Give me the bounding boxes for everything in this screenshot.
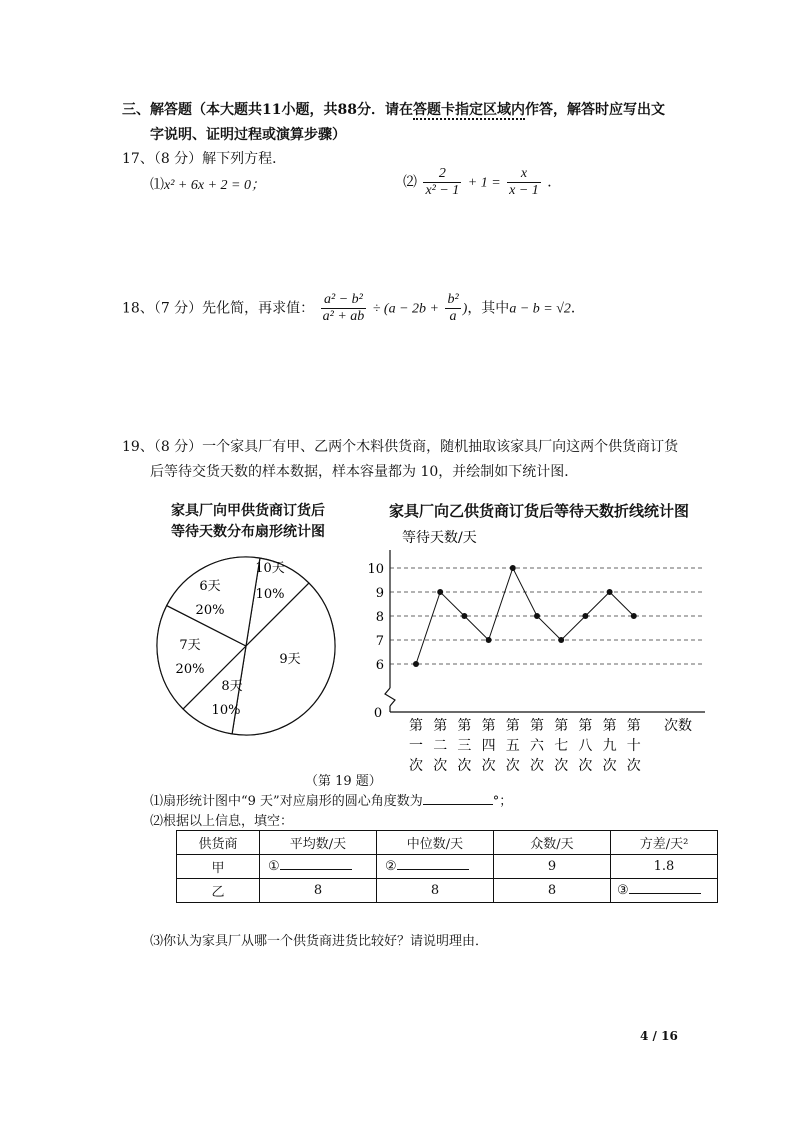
table-cell: 8 (494, 879, 611, 903)
pie-slice-label: 6天 (199, 579, 221, 594)
x-tick-char: 第 (457, 718, 472, 734)
pie-slice-percent: 20% (195, 603, 225, 618)
pie-slice-label: 9天 (279, 652, 301, 667)
line-chart-title: 家具厂向乙供货商订货后等待天数折线统计图 (389, 502, 690, 520)
table-cell: 9 (494, 855, 611, 879)
table-header-cell: 供货商 (177, 831, 260, 855)
stats-table (176, 830, 718, 903)
heading-part: 小题，共 (281, 102, 338, 118)
x-tick-char: 四 (481, 738, 496, 754)
x-tick-char: 第 (530, 718, 544, 734)
equation: x² + 6x + 2 = 0； (164, 178, 265, 193)
part-label: ⑵ (403, 174, 417, 191)
blank-marker: ② (385, 859, 397, 874)
data-point (461, 613, 467, 619)
part-label: ⑴ (150, 177, 164, 193)
page-number: 4 / 16 (640, 1029, 678, 1043)
q19-line2: 后等待交货天数的样本数据，样本容量都为 10，并绘制如下统计图． (150, 464, 579, 480)
table-cell: 8 (377, 879, 494, 903)
table-cell (377, 855, 494, 879)
data-point (486, 637, 492, 643)
x-tick-char: 七 (554, 738, 569, 754)
pie-title-line2: 等待天数分布扇形统计图 (171, 524, 325, 540)
q17-heading: 17、（8 分）解下列方程． (122, 151, 287, 167)
x-tick-char: 五 (505, 738, 520, 754)
x-tick-char: 六 (530, 738, 544, 754)
data-point (558, 637, 564, 643)
pie-slice-label: 8天 (221, 679, 243, 694)
data-point (582, 613, 588, 619)
answer-blank[interactable] (280, 869, 352, 870)
x-tick-char: 次 (602, 758, 617, 772)
x-tick-char: 第 (505, 718, 520, 734)
section-heading-line2: 字说明、证明过程或演算步骤） (150, 127, 346, 143)
x-tick-char: 二 (433, 738, 448, 754)
sub1-end: °； (492, 794, 513, 809)
q19-sub1 (150, 790, 512, 809)
pie-slice-percent: 10% (255, 587, 285, 602)
section-heading (122, 99, 665, 119)
fraction (423, 166, 461, 199)
y-tick-label: 9 (375, 586, 384, 601)
period: ． (547, 174, 562, 191)
x-tick-char: 第 (578, 718, 593, 734)
fraction (445, 292, 460, 325)
table-cell (611, 879, 718, 903)
q19-sub2: ⑵根据以上信息，填空： (150, 814, 294, 829)
data-point (510, 565, 516, 571)
y-tick-label: 10 (367, 562, 384, 577)
x-tick-label (506, 718, 520, 772)
blank-marker: ③ (617, 883, 629, 898)
table-header-cell: 平均数/天 (260, 831, 377, 855)
x-tick-char: 九 (602, 738, 617, 754)
q18-heading: 18、（7 分）先化简，再求值： (122, 300, 315, 317)
answer-blank[interactable] (397, 869, 469, 870)
q17-part1 (150, 174, 265, 194)
table-cell: 甲 (177, 855, 260, 879)
x-tick-char: 次 (409, 758, 423, 772)
pie-title-line1: 家具厂向甲供货商订货后 (171, 503, 325, 519)
table-header-cell: 中位数/天 (377, 831, 494, 855)
operator: + 1 = (467, 175, 501, 191)
condition-expr: a − b = √2 (509, 301, 571, 317)
figure-caption: （第 19 题） (305, 774, 382, 789)
x-tick-char: 一 (409, 738, 423, 754)
x-tick-char: 第 (433, 718, 448, 734)
denominator: x − 1 (509, 183, 539, 198)
data-point (607, 589, 613, 595)
table-cell: 8 (260, 879, 377, 903)
pie-slice-percent: 10% (211, 703, 241, 718)
x-tick-char: 八 (578, 738, 593, 754)
table-cell: 1.8 (611, 855, 718, 879)
x-tick-label (433, 718, 447, 772)
numerator: a² − b² (321, 292, 367, 309)
q18-line (122, 292, 585, 325)
axis-break (385, 688, 395, 706)
x-tick-char: 次 (578, 758, 593, 772)
table-header-cell: 众数/天 (494, 831, 611, 855)
heading-score: 88 (337, 102, 357, 118)
q17-part2 (403, 166, 561, 199)
y-tick-label: 7 (375, 634, 384, 649)
pie-slice-label: 7天 (179, 638, 201, 653)
y-tick-label: 8 (375, 610, 384, 625)
sub1-text: ⑴扇形统计图中“9 天”对应扇形的圆心角度数为 (150, 794, 423, 809)
fraction (321, 292, 367, 325)
answer-blank[interactable] (629, 893, 701, 894)
denominator: x² − 1 (425, 183, 460, 198)
x-tick-char: 第 (409, 718, 423, 734)
data-point (437, 589, 443, 595)
line-chart (355, 522, 715, 772)
x-tick-label (457, 718, 471, 772)
x-tick-char: 次 (433, 758, 448, 772)
fraction (507, 166, 541, 199)
period: ． (570, 300, 585, 317)
condition-text: ，其中 (467, 300, 510, 317)
q19-sub3: ⑶你认为家具厂从哪一个供货商进货比较好？请说明理由． (150, 934, 489, 949)
x-tick-char: 十 (626, 738, 641, 754)
origin-label: 0 (373, 706, 383, 721)
operator: ÷ (a − 2b + (372, 301, 439, 317)
y-tick-label: 6 (375, 658, 384, 673)
pie-slice-label: 10天 (255, 561, 285, 576)
data-point (534, 613, 540, 619)
blank-marker: ① (268, 859, 280, 874)
x-tick-char: 第 (554, 718, 569, 734)
x-tick-label (409, 718, 423, 772)
data-point (413, 661, 419, 667)
x-tick-char: 次 (554, 758, 569, 772)
denominator: a² + ab (322, 309, 365, 324)
paren: ) (462, 301, 468, 317)
table-row (177, 855, 718, 879)
table-cell: 乙 (177, 879, 260, 903)
numerator: b² (447, 292, 459, 307)
x-tick-label (482, 718, 496, 772)
x-axis-label: 次数 (664, 718, 692, 734)
x-tick-char: 次 (626, 758, 641, 772)
q19-line1: 19、（8 分）一个家具厂有甲、乙两个木料供货商，随机抽取该家具厂向这两个供货商订货 (122, 439, 679, 455)
x-tick-char: 三 (457, 738, 472, 754)
table-header-cell: 方差/天² (611, 831, 718, 855)
table-header-row (177, 831, 718, 855)
pie-slice-percent: 20% (175, 662, 205, 677)
pie-chart (150, 555, 350, 740)
table-cell (260, 855, 377, 879)
table-row (177, 879, 718, 903)
x-tick-label (530, 718, 545, 772)
x-tick-char: 第 (481, 718, 496, 734)
x-tick-char: 次 (505, 758, 520, 772)
x-tick-char: 次 (530, 758, 544, 772)
answer-blank[interactable] (423, 804, 493, 805)
numerator: 2 (423, 166, 461, 183)
numerator: x (507, 166, 541, 183)
data-point (631, 613, 637, 619)
heading-emphasis: 答题卡指定区域内 (412, 102, 525, 118)
x-tick-label (627, 718, 641, 772)
x-tick-label (578, 718, 592, 772)
x-tick-label (554, 718, 568, 772)
x-tick-char: 第 (602, 718, 617, 734)
x-tick-char: 次 (457, 758, 472, 772)
denominator: a (449, 309, 457, 324)
heading-part: 分．请在 (356, 102, 413, 118)
heading-count: 11 (262, 102, 282, 118)
x-tick-char: 次 (481, 758, 496, 772)
heading-part: 作答，解答时应写出文 (524, 102, 665, 118)
x-tick-label (603, 718, 617, 772)
heading-part: 三、解答题（本大题共 (122, 102, 262, 118)
y-axis-label: 等待天数/天 (402, 530, 477, 546)
x-tick-char: 第 (626, 718, 641, 734)
